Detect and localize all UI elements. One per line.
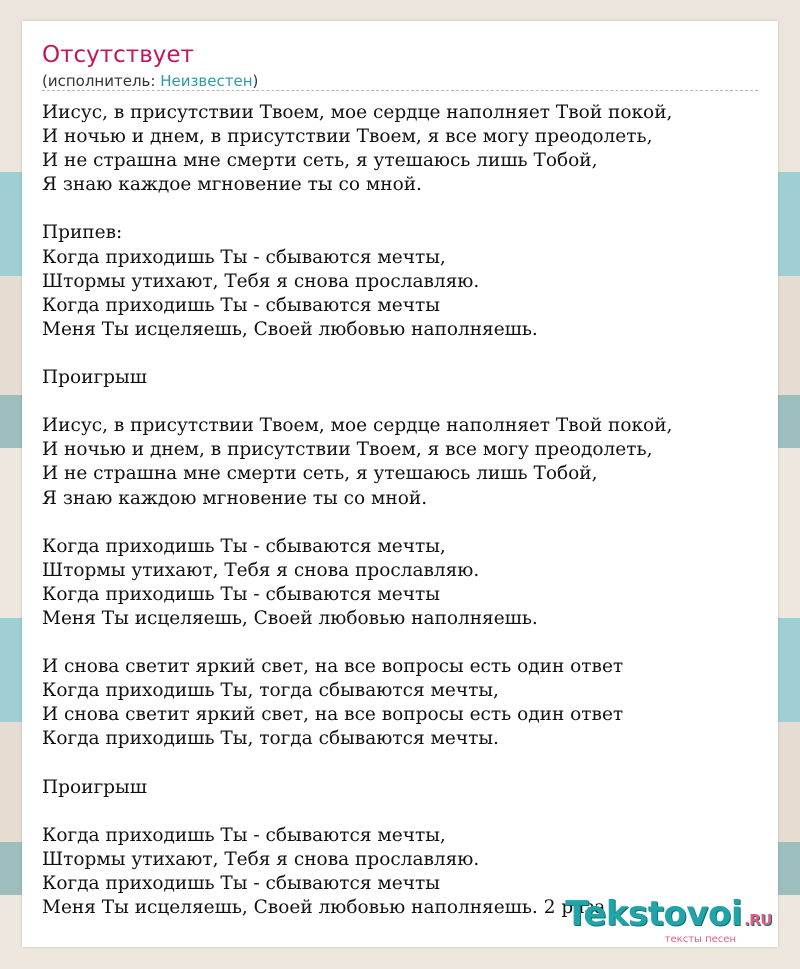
lyrics-text bbox=[42, 101, 672, 920]
logo-tagline: тексты песен bbox=[664, 934, 736, 945]
lyric-line: Штормы утихают, Тебя я снова прославляю. bbox=[42, 270, 480, 292]
lyric-line bbox=[42, 511, 672, 535]
lyric-line: И снова светит яркий свет, на все вопросы есть один ответ bbox=[42, 656, 624, 678]
lyric-line: Когда приходишь Ты - сбываются мечты bbox=[42, 873, 440, 894]
lyric-line: Иисус, в присутствии Твоем, мое сердце наполняет Твой покой, bbox=[42, 102, 673, 123]
logo-tld: .RU bbox=[744, 911, 772, 929]
lyric-line: И ночью и днем, в присутствии Твоем, я все могу преодолеть, bbox=[42, 439, 653, 461]
lyric-line: И не страшна мне смерти сеть, я утешаюсь лишь Тобой, bbox=[42, 150, 598, 172]
lyric-line bbox=[42, 752, 672, 776]
lyric-line: И не страшна мне смерти сеть, я утешаюсь лишь Тобой, bbox=[42, 463, 598, 485]
lyric-line: Меня Ты исцеляешь, Своей любовью наполняешь. 2 раза bbox=[42, 897, 606, 919]
lyric-line bbox=[42, 800, 672, 824]
header-divider bbox=[42, 90, 758, 91]
lyric-line: Иисус, в присутствии Твоем, мое сердце наполняет Твой покой, bbox=[42, 415, 673, 437]
lyric-line bbox=[42, 390, 672, 414]
lyric-line: Штормы утихают, Тебя я снова прославляю. bbox=[42, 559, 480, 581]
lyric-line bbox=[42, 197, 672, 221]
artist-link[interactable]: Неизвестен bbox=[160, 72, 253, 90]
lyric-line bbox=[42, 342, 672, 366]
lyric-line: Я знаю каждое мгновение ты со мной. bbox=[42, 174, 422, 196]
site-logo[interactable] bbox=[565, 894, 772, 945]
lyric-line: Я знаю каждою мгновение ты со мной. bbox=[42, 487, 428, 509]
logo-wordmark bbox=[565, 894, 772, 937]
lyric-line: Когда приходишь Ты, тогда сбываются мечты. bbox=[42, 728, 499, 750]
lyric-line: Когда приходишь Ты - сбываются мечты, bbox=[42, 824, 446, 846]
lyric-line: Когда приходишь Ты - сбываются мечты, bbox=[42, 535, 446, 557]
lyric-line: Когда приходишь Ты, тогда сбываются мечты, bbox=[42, 680, 499, 702]
artist-suffix: ) bbox=[252, 72, 259, 90]
artist-prefix: (исполнитель: bbox=[42, 72, 161, 90]
lyric-line: Проигрыш bbox=[42, 776, 147, 798]
lyric-line: Меня Ты исцеляешь, Своей любовью наполняешь. bbox=[42, 607, 538, 629]
lyric-line: И снова светит яркий свет, на все вопросы есть один ответ bbox=[42, 704, 624, 726]
lyric-line: Когда приходишь Ты - сбываются мечты bbox=[42, 583, 440, 605]
lyric-line: Проигрыш bbox=[42, 367, 147, 389]
lyric-line: Когда приходишь Ты - сбываются мечты bbox=[42, 294, 440, 316]
lyric-line: И ночью и днем, в присутствии Твоем, я все могу преодолеть, bbox=[42, 126, 653, 148]
logo-name: Tekstovoi bbox=[565, 894, 743, 934]
song-title: Отсутствует bbox=[42, 42, 194, 68]
lyric-line: Припев: bbox=[42, 222, 123, 244]
lyrics-card bbox=[22, 21, 778, 947]
lyric-line: Меня Ты исцеляешь, Своей любовью наполняешь. bbox=[42, 318, 538, 340]
lyric-line: Штормы утихают, Тебя я снова прославляю. bbox=[42, 848, 480, 870]
artist-line bbox=[42, 71, 258, 91]
lyric-line: Когда приходишь Ты - сбываются мечты, bbox=[42, 246, 446, 268]
lyric-line bbox=[42, 631, 672, 655]
